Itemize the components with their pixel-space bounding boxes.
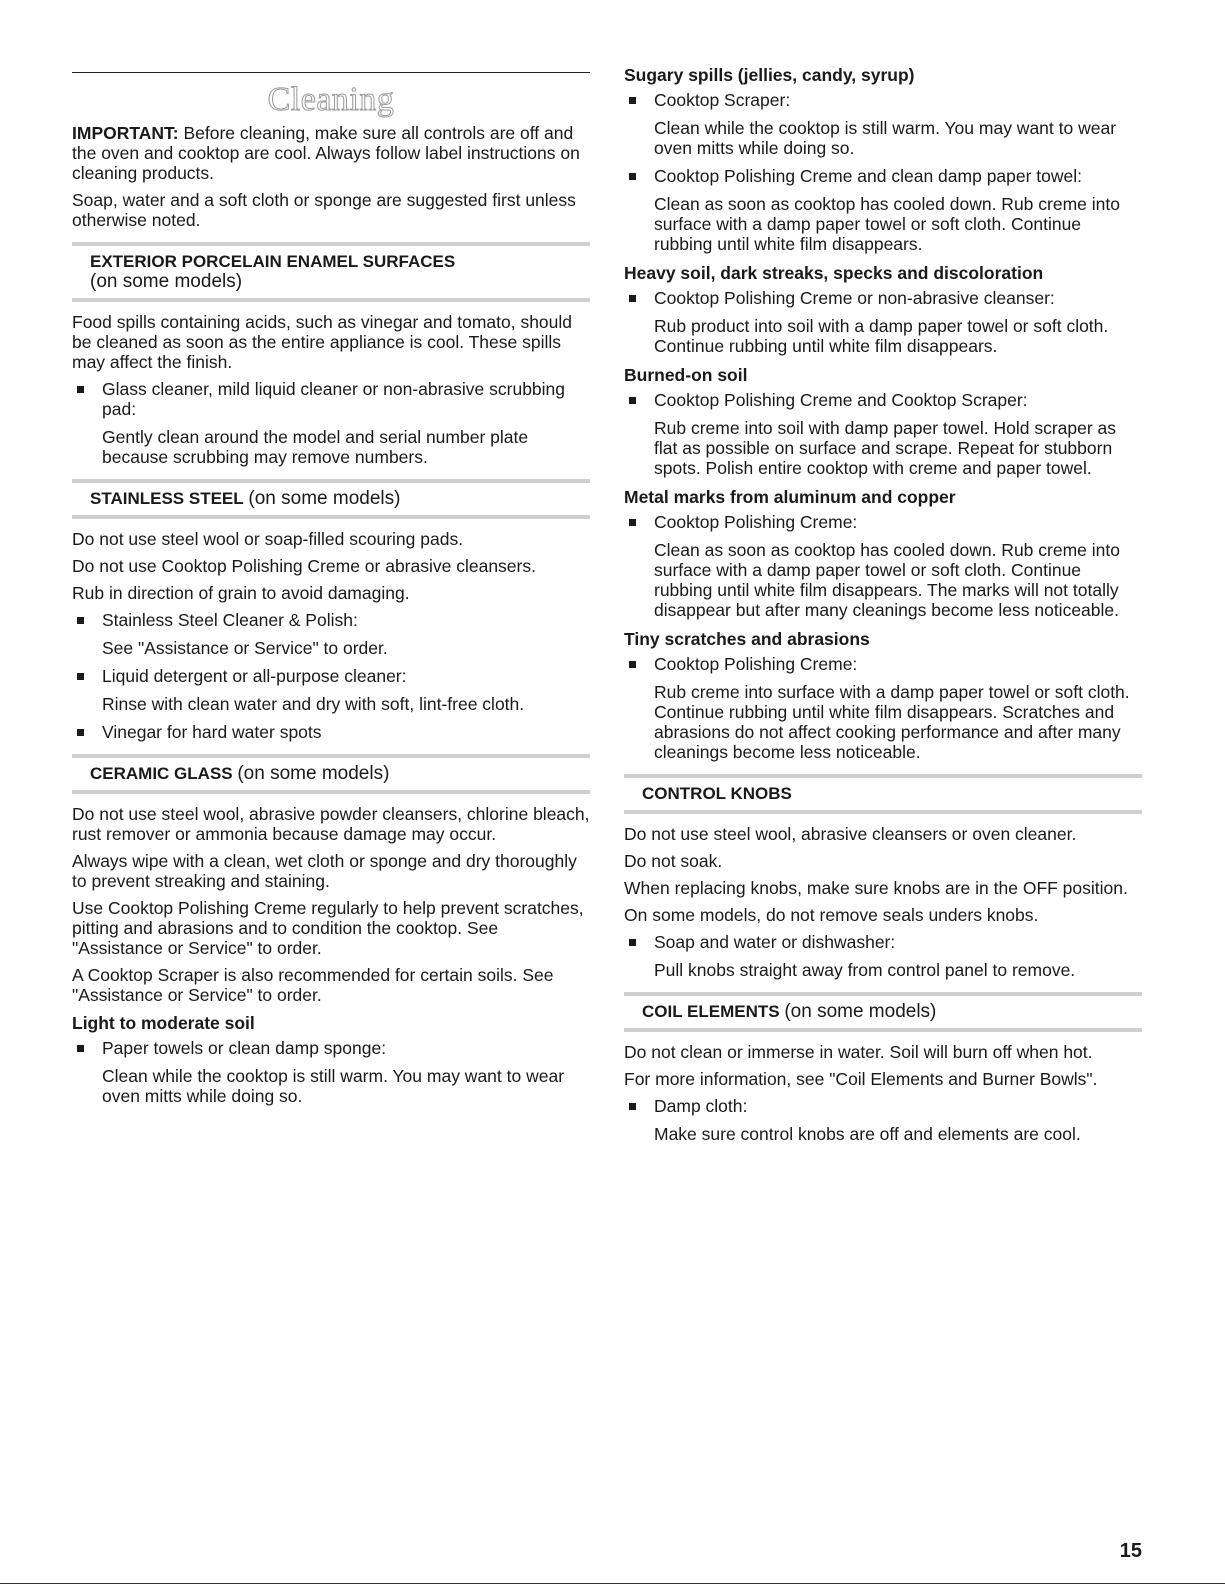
bullet-item — [624, 932, 1142, 952]
subheading-burned-on-soil: Burned-on soil — [624, 365, 748, 385]
bullet-text: Cooktop Scraper: — [654, 90, 791, 110]
paragraph: On some models, do not remove seals unders knobs. — [624, 905, 1039, 925]
bullet-square-icon — [629, 661, 636, 668]
bullet-detail: Rub product into soil with a damp paper towel or soft cloth. Continue rubbing until white film disappears. — [654, 316, 1109, 356]
bottom-rule — [0, 1583, 1225, 1584]
right-column — [624, 60, 1142, 1152]
bullet-text: Cooktop Polishing Creme or non-abrasive cleanser: — [654, 288, 1055, 308]
bullet-detail: Clean as soon as cooktop has cooled down. Rub creme into surface with a damp paper towel or soft cloth. Continue rubbing until white film disappears. The marks will not totally disappear but after many cleanings become less noticeable. — [654, 540, 1120, 620]
subheading-metal-marks: Metal marks from aluminum and copper — [624, 487, 956, 507]
bullet-text: Vinegar for hard water spots — [102, 722, 322, 742]
bullet-detail: Rub creme into soil with damp paper towel. Hold scraper as flat as possible on surface and scrape. Repeat for stubborn spots. Polish entire cooktop with creme and paper towel. — [654, 418, 1117, 478]
paragraph: A Cooktop Scraper is also recommended for certain soils. See "Assistance or Service" to order. — [72, 965, 554, 1005]
bullet-text: Liquid detergent or all-purpose cleaner: — [102, 666, 407, 686]
section-subheading: (on some models) — [237, 763, 390, 784]
section-heading: STAINLESS STEEL — [90, 489, 244, 508]
bullet-text: Glass cleaner, mild liquid cleaner or non-abrasive scrubbing pad: — [102, 379, 566, 419]
paragraph: Use Cooktop Polishing Creme regularly to help prevent scratches, pitting and abrasions and to condition the cooktop. See "Assistance or Service" to order. — [72, 898, 584, 958]
bullet-square-icon — [629, 295, 636, 302]
paragraph: Always wipe with a clean, wet cloth or sponge and dry thoroughly to prevent streaking and staining. — [72, 851, 577, 891]
section-subheading: (on some models) — [90, 271, 243, 292]
paragraph: Do not clean or immerse in water. Soil will burn off when hot. — [624, 1042, 1093, 1062]
paragraph: For more information, see "Coil Elements and Burner Bowls". — [624, 1069, 1098, 1089]
bullet-text: Cooktop Polishing Creme: — [654, 512, 858, 532]
bullet-item — [624, 654, 1142, 674]
subheading-tiny-scratches: Tiny scratches and abrasions — [624, 629, 870, 649]
bullet-item — [72, 722, 590, 742]
bullet-item — [72, 666, 590, 686]
bullet-item — [624, 288, 1142, 308]
paragraph: When replacing knobs, make sure knobs are in the OFF position. — [624, 878, 1128, 898]
paragraph: Rub in direction of grain to avoid damaging. — [72, 583, 410, 603]
bullet-detail: Clean while the cooktop is still warm. You may want to wear oven mitts while doing so. — [654, 118, 1117, 158]
bullet-square-icon — [629, 173, 636, 180]
section-subheading: (on some models) — [248, 488, 401, 509]
bullet-detail: Rinse with clean water and dry with soft, lint-free cloth. — [102, 694, 525, 714]
paragraph: Do not soak. — [624, 851, 723, 871]
bullet-square-icon — [629, 1103, 636, 1110]
bullet-item — [72, 1038, 590, 1058]
bullet-square-icon — [629, 519, 636, 526]
bullet-detail: Gently clean around the model and serial number plate because scrubbing may remove numbers. — [102, 427, 529, 467]
bullet-square-icon — [77, 386, 84, 393]
bullet-item — [624, 1096, 1142, 1116]
bullet-detail: See "Assistance or Service" to order. — [102, 638, 388, 658]
section-subheading: (on some models) — [784, 1001, 937, 1022]
bullet-item — [72, 379, 590, 419]
section-coil-elements — [624, 992, 1142, 1032]
section-control-knobs — [624, 774, 1142, 814]
bullet-text: Cooktop Polishing Creme: — [654, 654, 858, 674]
page-number: 15 — [1119, 1540, 1142, 1562]
subheading-heavy-soil: Heavy soil, dark streaks, specks and discoloration — [624, 263, 1044, 283]
bullet-text: Damp cloth: — [654, 1096, 748, 1116]
bullet-text: Cooktop Polishing Creme and Cooktop Scraper: — [654, 390, 1028, 410]
section-heading: EXTERIOR PORCELAIN ENAMEL SURFACES — [90, 252, 456, 271]
bullet-item — [624, 90, 1142, 110]
page-title: Cleaning — [267, 81, 395, 118]
left-column — [72, 60, 590, 1114]
bullet-square-icon — [629, 397, 636, 404]
bullet-item — [72, 610, 590, 630]
bullet-detail: Make sure control knobs are off and elements are cool. — [654, 1124, 1081, 1144]
bullet-square-icon — [629, 97, 636, 104]
bullet-item — [624, 166, 1142, 186]
section-exterior-porcelain — [72, 242, 590, 302]
paragraph: Do not use steel wool, abrasive powder cleansers, chlorine bleach, rust remover or ammonia because damage may occur. — [72, 804, 590, 844]
top-rule — [72, 72, 590, 73]
section-stainless-steel — [72, 479, 590, 519]
paragraph: Do not use steel wool or soap-filled scouring pads. — [72, 529, 464, 549]
bullet-detail: Clean as soon as cooktop has cooled down. Rub creme into surface with a damp paper towel or soft cloth. Continue rubbing until white film disappears. — [654, 194, 1120, 254]
important-note — [72, 123, 590, 183]
intro-paragraph: Soap, water and a soft cloth or sponge are suggested first unless otherwise noted. — [72, 190, 576, 230]
bullet-square-icon — [629, 939, 636, 946]
subheading-sugary-spills: Sugary spills (jellies, candy, syrup) — [624, 65, 915, 85]
bullet-square-icon — [77, 617, 84, 624]
bullet-item — [624, 512, 1142, 532]
bullet-detail: Rub creme into surface with a damp paper towel or soft cloth. Continue rubbing until white film disappears. Scratches and abrasions do not affect cooking performance and after many cleanings become less noticeable. — [654, 682, 1130, 762]
bullet-text: Stainless Steel Cleaner & Polish: — [102, 610, 358, 630]
important-text: Before cleaning, make sure all controls are off and the oven and cooktop are cool. Always follow label instructions on cleaning products. — [72, 123, 580, 183]
paragraph: Do not use steel wool, abrasive cleansers or oven cleaner. — [624, 824, 1077, 844]
section-heading: CONTROL KNOBS — [642, 784, 792, 803]
section-heading: CERAMIC GLASS — [90, 764, 233, 783]
paragraph: Do not use Cooktop Polishing Creme or abrasive cleansers. — [72, 556, 536, 576]
subheading-light-soil: Light to moderate soil — [72, 1013, 255, 1033]
bullet-text: Paper towels or clean damp sponge: — [102, 1038, 387, 1058]
important-label: IMPORTANT: — [72, 123, 179, 143]
bullet-text: Soap and water or dishwasher: — [654, 932, 896, 952]
paragraph: Food spills containing acids, such as vinegar and tomato, should be cleaned as soon as the entire appliance is cool. These spills may affect the finish. — [72, 312, 573, 372]
bullet-square-icon — [77, 673, 84, 680]
bullet-detail: Pull knobs straight away from control panel to remove. — [654, 960, 1076, 980]
bullet-detail: Clean while the cooktop is still warm. You may want to wear oven mitts while doing so. — [102, 1066, 565, 1106]
section-heading: COIL ELEMENTS — [642, 1002, 780, 1021]
bullet-text: Cooktop Polishing Creme and clean damp paper towel: — [654, 166, 1083, 186]
bullet-square-icon — [77, 1045, 84, 1052]
section-ceramic-glass — [72, 754, 590, 794]
bullet-item — [624, 390, 1142, 410]
bullet-square-icon — [77, 729, 84, 736]
